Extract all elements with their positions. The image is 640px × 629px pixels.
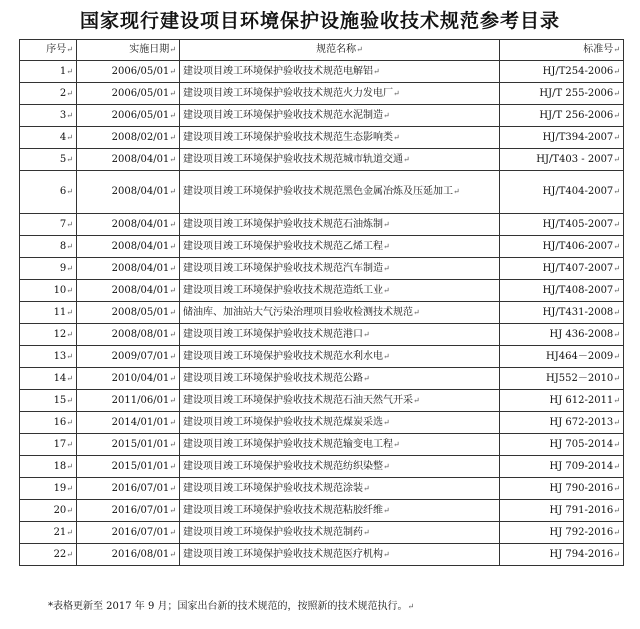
cell-date: 2008/04/01↵ — [77, 214, 180, 236]
cell-standard: HJ/T406-2007↵ — [500, 236, 624, 258]
cell-index: 22↵ — [20, 544, 77, 566]
header-date: 实施日期↵ — [77, 40, 180, 61]
cell-name: 建设项目竣工环境保护验收技术规范港口↵ — [180, 324, 500, 346]
cell-index: 2↵ — [20, 83, 77, 105]
cell-standard: HJ/T431-2008↵ — [500, 302, 624, 324]
table-row — [20, 302, 624, 324]
cell-date: 2008/04/01↵ — [77, 258, 180, 280]
cell-name: 建设项目竣工环境保护验收技术规范城市轨道交通↵ — [180, 149, 500, 171]
document-title: 国家现行建设项目环境保护设施验收技术规范参考目录 — [79, 10, 560, 32]
cell-name: 建设项目竣工环境保护验收技术规范汽车制造↵ — [180, 258, 500, 280]
cell-date: 2016/07/01↵ — [77, 478, 180, 500]
cell-index: 7↵ — [20, 214, 77, 236]
cell-date: 2009/07/01↵ — [77, 346, 180, 368]
standards-table — [19, 39, 624, 566]
cell-standard: HJ 612-2011↵ — [500, 390, 624, 412]
cell-name: 建设项目竣工环境保护验收技术规范石油天然气开采↵ — [180, 390, 500, 412]
cell-name: 建设项目竣工环境保护验收技术规范粘胶纤维↵ — [180, 500, 500, 522]
cell-name: 建设项目竣工环境保护验收技术规范制药↵ — [180, 522, 500, 544]
cell-name: 建设项目竣工环境保护验收技术规范电解铝↵ — [180, 61, 500, 83]
table-body — [20, 61, 624, 566]
cell-standard: HJ 791-2016↵ — [500, 500, 624, 522]
cell-standard: HJ 790-2016↵ — [500, 478, 624, 500]
table-row — [20, 434, 624, 456]
cell-date: 2006/05/01↵ — [77, 83, 180, 105]
table-row — [20, 456, 624, 478]
cell-index: 16↵ — [20, 412, 77, 434]
cell-date: 2008/04/01↵ — [77, 171, 180, 214]
cell-index: 10↵ — [20, 280, 77, 302]
table-row — [20, 280, 624, 302]
cell-name: 建设项目竣工环境保护验收技术规范涂装↵ — [180, 478, 500, 500]
table-row — [20, 83, 624, 105]
cell-index: 17↵ — [20, 434, 77, 456]
cell-index: 5↵ — [20, 149, 77, 171]
cell-standard: HJ464－2009↵ — [500, 346, 624, 368]
cell-index: 19↵ — [20, 478, 77, 500]
cell-date: 2010/04/01↵ — [77, 368, 180, 390]
cell-index: 1↵ — [20, 61, 77, 83]
cell-name: 建设项目竣工环境保护验收技术规范公路↵ — [180, 368, 500, 390]
cell-index: 11↵ — [20, 302, 77, 324]
table-row — [20, 171, 624, 214]
table-row — [20, 214, 624, 236]
header-index: 序号↵ — [20, 40, 77, 61]
table-row — [20, 258, 624, 280]
table-row — [20, 478, 624, 500]
cell-index: 3↵ — [20, 105, 77, 127]
cell-name: 建设项目竣工环境保护验收技术规范石油炼制↵ — [180, 214, 500, 236]
cell-date: 2008/04/01↵ — [77, 236, 180, 258]
cell-index: 13↵ — [20, 346, 77, 368]
cell-name: 建设项目竣工环境保护验收技术规范水泥制造↵ — [180, 105, 500, 127]
cell-standard: HJ 672-2013↵ — [500, 412, 624, 434]
cell-standard: HJ 709-2014↵ — [500, 456, 624, 478]
table-row — [20, 105, 624, 127]
cell-date: 2008/04/01↵ — [77, 149, 180, 171]
cell-date: 2016/08/01↵ — [77, 544, 180, 566]
cell-name: 建设项目竣工环境保护验收技术规范造纸工业↵ — [180, 280, 500, 302]
cell-index: 15↵ — [20, 390, 77, 412]
cell-name: 建设项目竣工环境保护验收技术规范火力发电厂↵ — [180, 83, 500, 105]
cell-standard: HJ 792-2016↵ — [500, 522, 624, 544]
header-standard: 标准号↵ — [500, 40, 624, 61]
table-row — [20, 390, 624, 412]
cell-standard: HJ/T403 - 2007↵ — [500, 149, 624, 171]
table-header-row — [20, 40, 624, 61]
cell-index: 9↵ — [20, 258, 77, 280]
cell-standard: HJ/T394-2007↵ — [500, 127, 624, 149]
cell-standard: HJ/T404-2007↵ — [500, 171, 624, 214]
cell-date: 2014/01/01↵ — [77, 412, 180, 434]
table-row — [20, 236, 624, 258]
cell-index: 21↵ — [20, 522, 77, 544]
cell-standard: HJ/T254-2006↵ — [500, 61, 624, 83]
cell-name: 建设项目竣工环境保护验收技术规范输变电工程↵ — [180, 434, 500, 456]
cell-date: 2011/06/01↵ — [77, 390, 180, 412]
cell-standard: HJ/T 255-2006↵ — [500, 83, 624, 105]
cell-date: 2008/08/01↵ — [77, 324, 180, 346]
cell-date: 2008/04/01↵ — [77, 280, 180, 302]
cell-index: 14↵ — [20, 368, 77, 390]
table-row — [20, 346, 624, 368]
cell-name: 建设项目竣工环境保护验收技术规范黑色金属冶炼及压延加工↵ — [180, 171, 500, 214]
cell-date: 2006/05/01↵ — [77, 61, 180, 83]
cell-index: 8↵ — [20, 236, 77, 258]
cell-name: 建设项目竣工环境保护验收技术规范煤炭采选↵ — [180, 412, 500, 434]
cell-date: 2016/07/01↵ — [77, 500, 180, 522]
table-row — [20, 368, 624, 390]
table-row — [20, 127, 624, 149]
cell-standard: HJ/T405-2007↵ — [500, 214, 624, 236]
cell-name: 建设项目竣工环境保护验收技术规范乙烯工程↵ — [180, 236, 500, 258]
cell-name: 建设项目竣工环境保护验收技术规范纺织染整↵ — [180, 456, 500, 478]
table-row — [20, 544, 624, 566]
cell-index: 6↵ — [20, 171, 77, 214]
footnote: *表格更新至 2017 年 9 月；国家出台新的技术规范的，按照新的技术规范执行。↵ — [48, 601, 415, 612]
cell-index: 12↵ — [20, 324, 77, 346]
cell-date: 2008/02/01↵ — [77, 127, 180, 149]
cell-name: 储油库、加油站大气污染治理项目验收检测技术规范↵ — [180, 302, 500, 324]
cell-standard: HJ 436-2008↵ — [500, 324, 624, 346]
cell-date: 2016/07/01↵ — [77, 522, 180, 544]
table-row — [20, 324, 624, 346]
cell-date: 2015/01/01↵ — [77, 456, 180, 478]
cell-name: 建设项目竣工环境保护验收技术规范医疗机构↵ — [180, 544, 500, 566]
cell-standard: HJ 705-2014↵ — [500, 434, 624, 456]
table-row — [20, 500, 624, 522]
cell-standard: HJ/T 256-2006↵ — [500, 105, 624, 127]
table-row — [20, 149, 624, 171]
cell-index: 20↵ — [20, 500, 77, 522]
cell-standard: HJ/T407-2007↵ — [500, 258, 624, 280]
cell-date: 2015/01/01↵ — [77, 434, 180, 456]
cell-index: 4↵ — [20, 127, 77, 149]
cell-name: 建设项目竣工环境保护验收技术规范水利水电↵ — [180, 346, 500, 368]
cell-date: 2006/05/01↵ — [77, 105, 180, 127]
table-row — [20, 412, 624, 434]
cell-date: 2008/05/01↵ — [77, 302, 180, 324]
cell-index: 18↵ — [20, 456, 77, 478]
table-row — [20, 522, 624, 544]
cell-standard: HJ 794-2016↵ — [500, 544, 624, 566]
cell-standard: HJ552－2010↵ — [500, 368, 624, 390]
cell-name: 建设项目竣工环境保护验收技术规范生态影响类↵ — [180, 127, 500, 149]
cell-standard: HJ/T408-2007↵ — [500, 280, 624, 302]
table-row — [20, 61, 624, 83]
header-name: 规范名称↵ — [180, 40, 500, 61]
